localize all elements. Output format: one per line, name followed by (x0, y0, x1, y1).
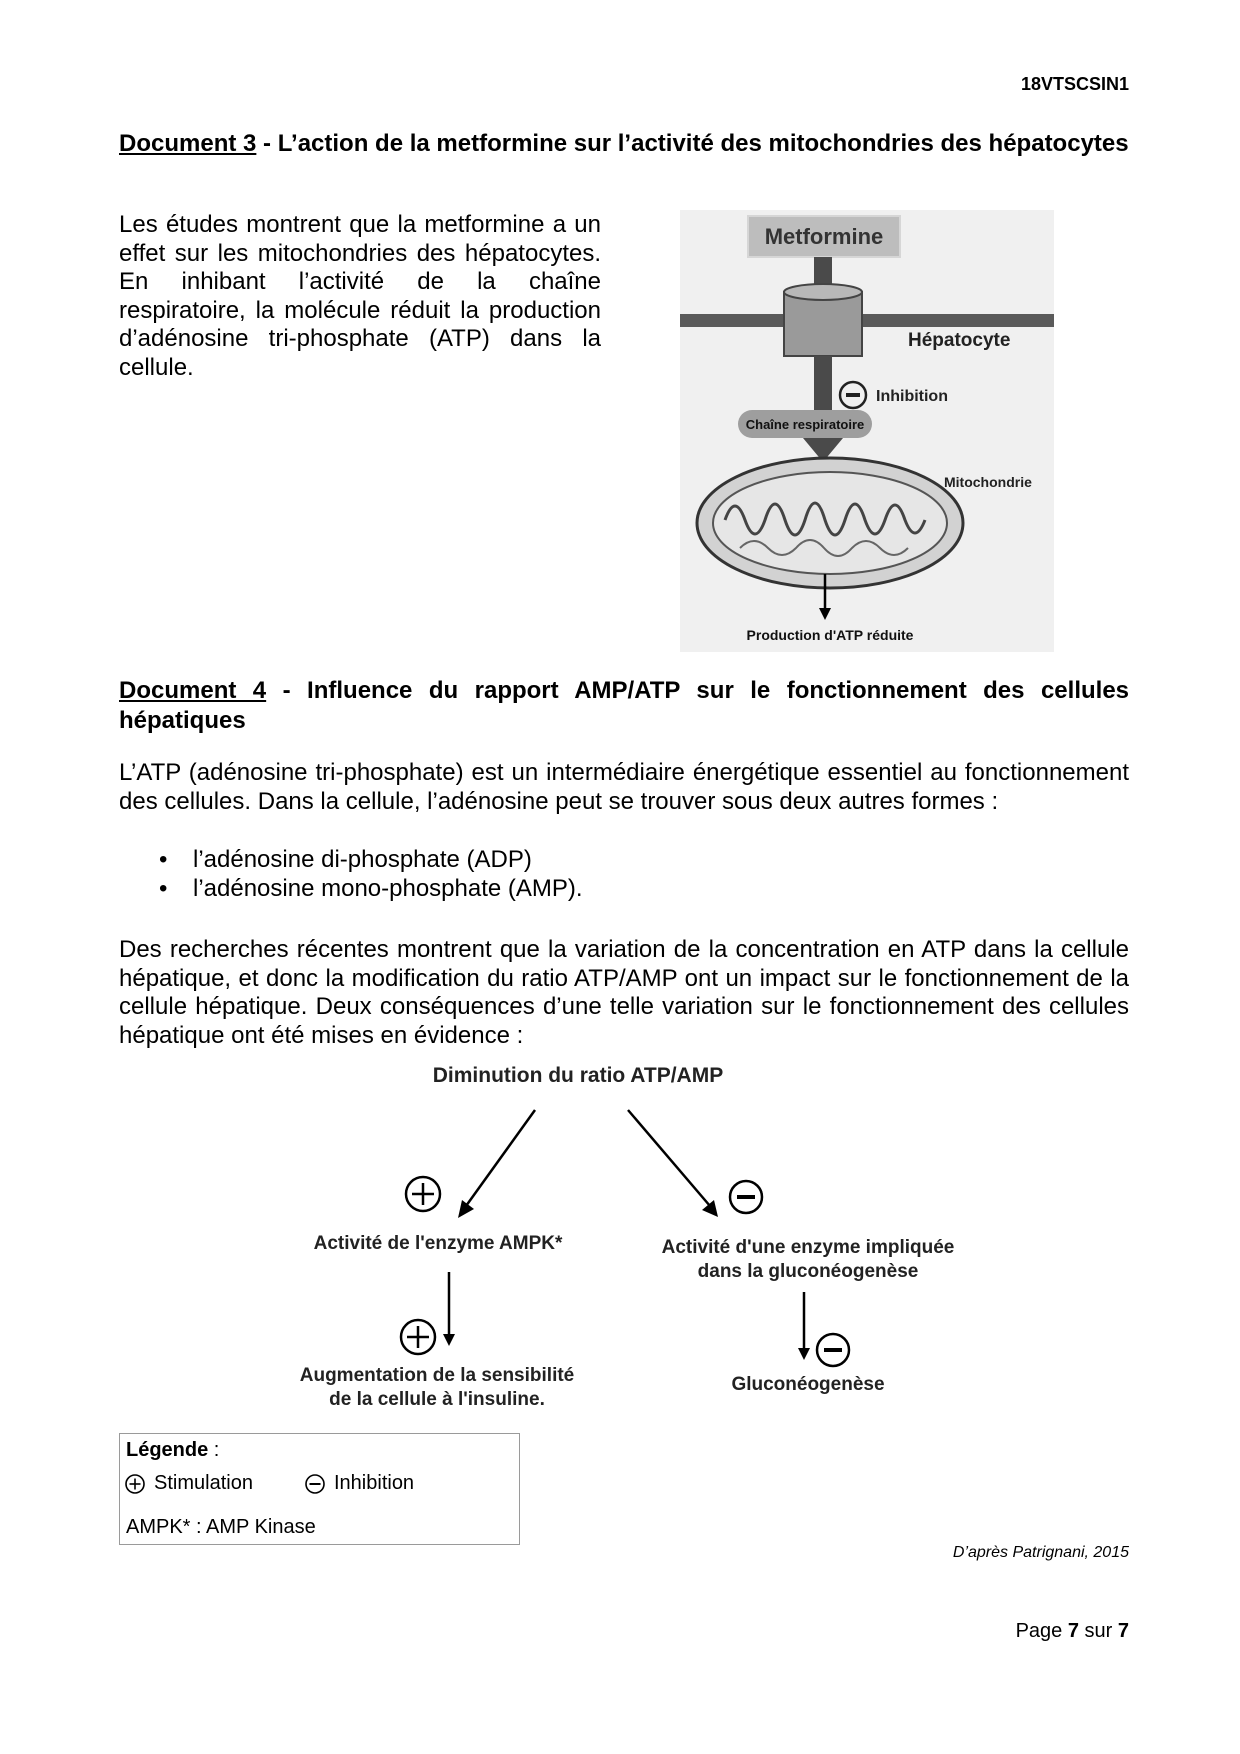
mitochondrion-inner (713, 472, 947, 574)
chaine-respiratoire-label: Chaîne respiratoire (745, 417, 865, 432)
doc4-title-text: - Influence du rapport AMP/ATP sur le fonctionnement des cellules hépatiques (119, 677, 1130, 734)
adenosine-forms-list (119, 845, 583, 903)
doc3-paragraph: Les études montrent que la metformine a un effet sur les mitochondries des hépatocytes. En inhibant l’activité de la chaîne respiratoire, la molécule réduit la production d’adénosine tri-phosphate (ATP) dans la cellule. (119, 211, 601, 381)
legend-stimulation: Stimulation (154, 1472, 253, 1494)
arrow-left-icon (458, 1200, 474, 1218)
ampk-activity-label: Activité de l'enzyme AMPK* (313, 1233, 563, 1254)
hepatocyte-label: Hépatocyte (908, 330, 1011, 351)
mitochondrie-label: Mitochondrie (944, 474, 1032, 490)
minus-icon (304, 1473, 326, 1495)
enzyme-activity-label-2: dans la gluconéogenèse (697, 1261, 919, 1282)
metformine-label: Metformine (764, 224, 884, 249)
legend-inhibition: Inhibition (334, 1472, 415, 1494)
list-item: • l’adénosine di-phosphate (ADP) (159, 846, 532, 873)
doc4-intro: L’ATP (adénosine tri-phosphate) est un intermédiaire énergétique essentiel au fonctionnement des cellules. Dans la cellule, l’adénosine peut se trouver sous deux autres formes : (119, 759, 1129, 815)
document-code: 18VTSCSIN1 (1020, 74, 1129, 94)
plus-icon (124, 1473, 146, 1495)
insulin-sensitivity-label-1: Augmentation de la sensibilité (299, 1365, 575, 1386)
enzyme-activity-label-1: Activité d'une enzyme impliquée (661, 1237, 955, 1258)
source-citation: D’après Patrignani, 2015 (952, 1544, 1129, 1561)
arrow-right-icon (702, 1200, 718, 1217)
doc4-paragraph: Des recherches récentes montrent que la variation de la concentration en ATP dans la cellule hépatique, et donc la modification du ratio ATP/AMP ont un impact sur le fonctionnement de la cellule hépatique. Deux conséquences d’une telle variation sur le fonctionnement des cellules hépatique ont été mises en évidence : (119, 936, 1129, 1049)
cell-membrane (680, 314, 1054, 327)
arrow-down-icon (819, 608, 831, 620)
gluconeogenese-label: Gluconéogenèse (731, 1374, 885, 1395)
doc3-label: Document 3 (119, 130, 257, 157)
arrow-down-icon (798, 1348, 810, 1360)
list-item: • l’adénosine mono-phosphate (AMP). (159, 875, 583, 902)
doc4-title (119, 676, 1129, 736)
page-number: Page 7 sur 7 (1015, 1620, 1129, 1642)
doc3-title-text: - L’action de la metformine sur l’activité des mitochondries des hépatocytes (256, 130, 1129, 157)
inhibition-label: Inhibition (876, 388, 948, 405)
transporter (784, 292, 862, 356)
legend-title: Légende (126, 1439, 209, 1461)
insulin-sensitivity-label-2: de la cellule à l'insuline. (329, 1389, 545, 1410)
doc3-title (119, 129, 1129, 159)
arrow-down-icon (443, 1334, 455, 1346)
atp-amp-diagram (270, 1060, 1010, 1420)
doc4-label: Document 4 (119, 677, 267, 704)
diagram-top-label: Diminution du ratio ATP/AMP (432, 1064, 724, 1087)
metformin-mitochondria-figure (680, 210, 1054, 652)
production-label: Production d'ATP réduite (746, 627, 914, 643)
legend-box: Légende : Stimulation Inhibition AMPK* : AMP Kinase (119, 1433, 520, 1545)
legend-ampk: AMPK* : AMP Kinase (126, 1516, 316, 1538)
